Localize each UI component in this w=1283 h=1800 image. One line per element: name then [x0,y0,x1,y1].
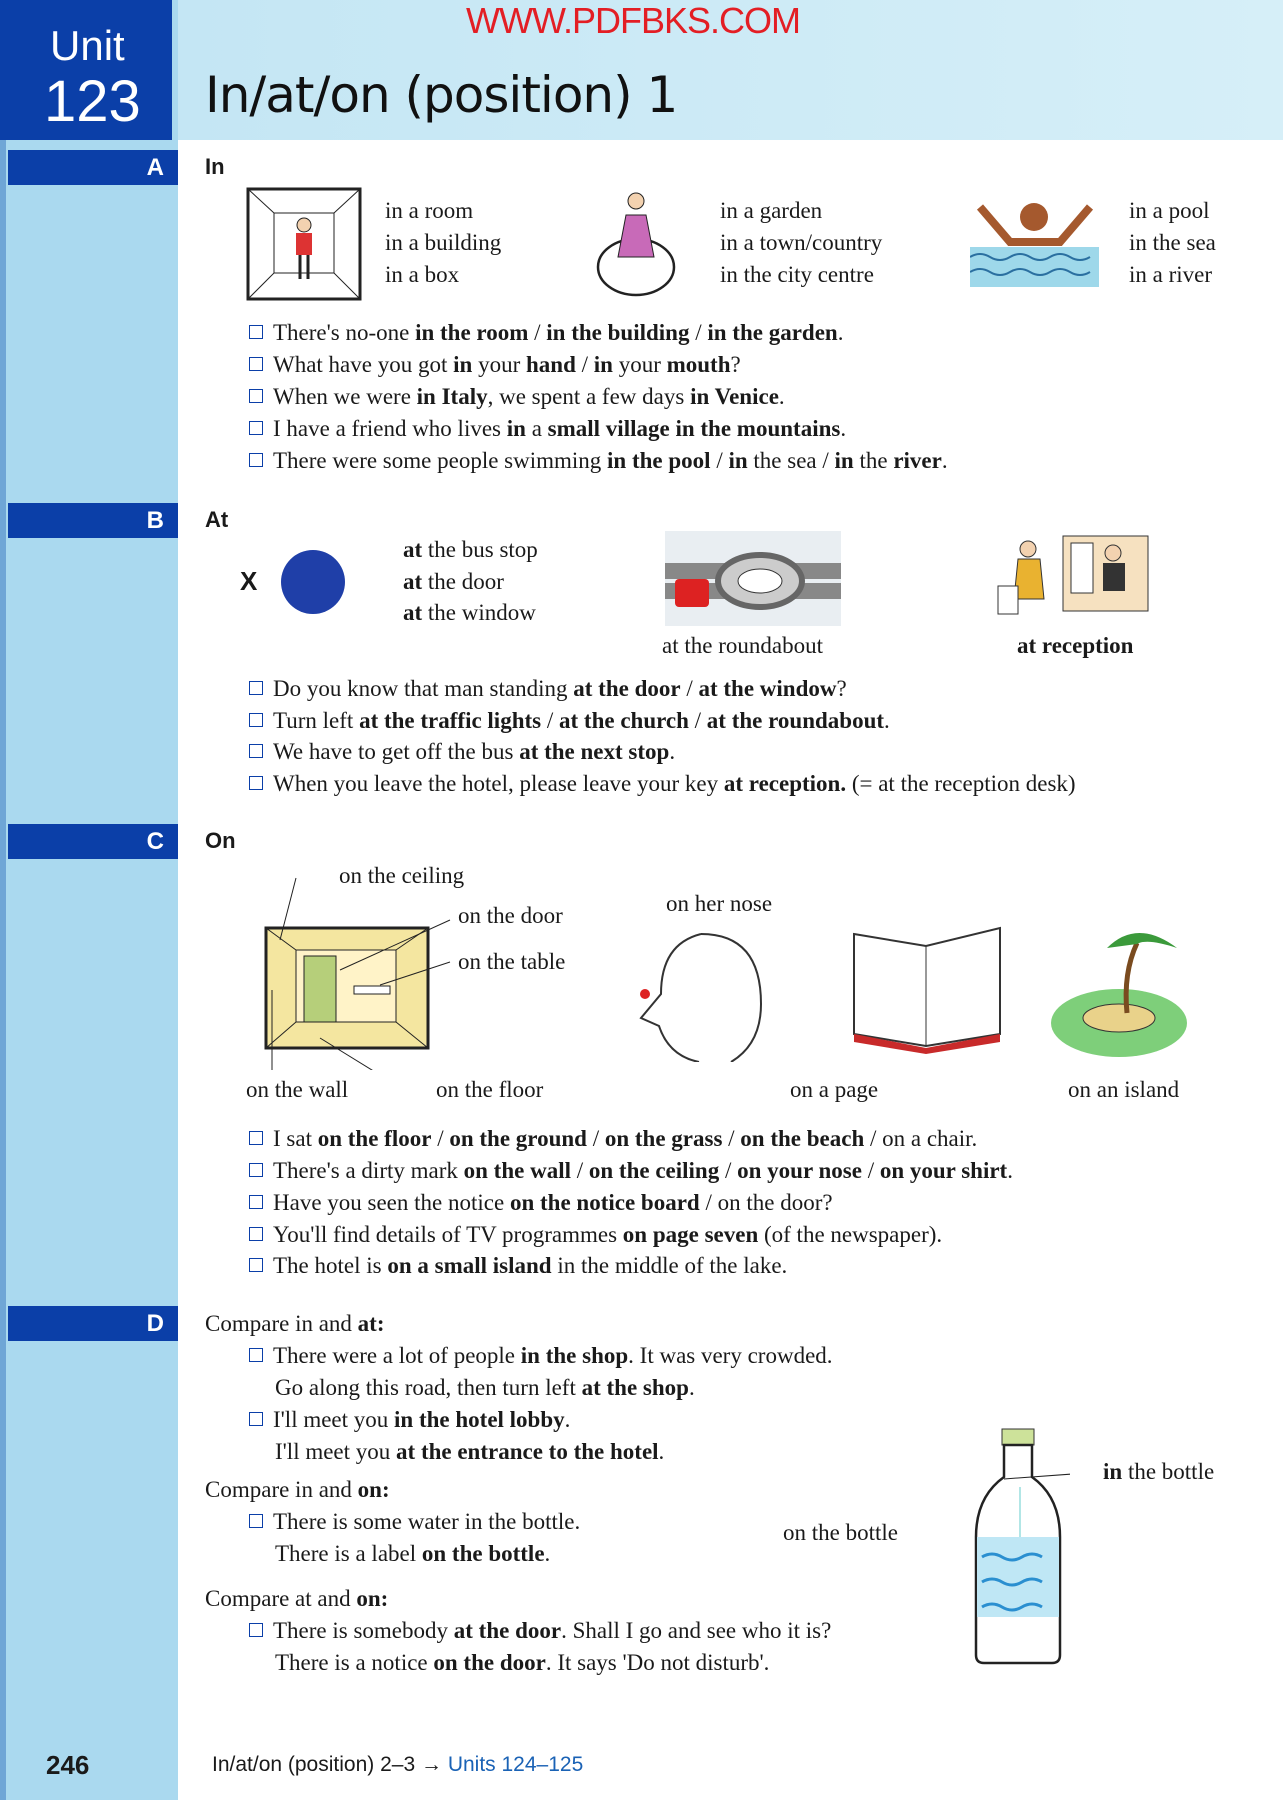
text-segment: on the ground [449,1126,587,1151]
label-on-the-bottle: on the bottle [783,1520,898,1545]
checkbox-bullet-icon [249,1258,263,1272]
example-sentence [249,738,675,766]
text-segment: in [728,448,748,473]
example-sentence [249,383,785,411]
example-phrase: in a town/country [720,230,883,255]
example-sentence [249,1342,833,1370]
text-segment: There is a label [275,1541,422,1566]
checkbox-bullet-icon [249,1348,263,1362]
preposition: at [403,569,423,594]
checkbox-bullet-icon [249,357,263,371]
text-segment: in the shop [520,1343,629,1368]
section-a-heading: In [205,154,225,179]
example-sentence [249,1508,580,1536]
text-segment: at the door [453,1618,562,1643]
example-sentence [249,415,846,443]
checkbox-bullet-icon [249,1514,263,1528]
text-segment: There's no-one [273,320,416,345]
example-sentence [249,447,948,475]
text-segment: at the church [559,708,689,733]
checkbox-bullet-icon [249,1623,263,1637]
example-sentence [275,1649,769,1677]
unit-number: 123 [44,69,141,134]
section-a-marker: A [8,150,178,185]
example-sentence [249,1617,831,1645]
watermark: WWW.PDFBKS.COM [466,0,800,41]
label-on-nose: on her nose [666,891,773,916]
text-segment: at the entrance to the hotel [396,1439,659,1464]
unit-label: Unit [50,22,125,69]
text-segment: Go along this road, then turn left [275,1375,582,1400]
text-segment: at the window [698,676,837,701]
text-segment: in Venice [690,384,779,409]
checkbox-bullet-icon [249,389,263,403]
text-segment: river [893,448,942,473]
text-segment: What have you got [273,352,454,377]
text-segment: Do you know that man standing [273,676,574,701]
room-illustration [246,187,362,301]
text-segment: I sat [273,1126,318,1151]
text-segment: on the floor [317,1126,432,1151]
checkbox-bullet-icon [249,1131,263,1145]
text-segment: your [612,352,667,377]
text-segment: Compare in and [205,1477,358,1502]
garden-illustration [596,187,677,297]
compare-heading [205,1585,388,1613]
island-illustration [1047,918,1192,1062]
text-segment: / [719,1158,738,1183]
text-segment: / [528,320,547,345]
text-segment: ? [836,676,847,701]
text-segment: I'll meet you [273,1407,395,1432]
label-on-island: on an island [1068,1077,1180,1102]
example-sentence [249,675,847,703]
example-phrase: in the sea [1129,230,1216,255]
text-segment: at: [357,1311,385,1336]
text-segment: at the next stop [519,739,670,764]
example-phrase: in a room [385,198,474,223]
text-segment: in [453,352,473,377]
text-segment: Have you seen the notice [273,1190,510,1215]
text-segment: / on a chair. [864,1126,978,1151]
example-sentence [249,1252,787,1280]
compare-heading [205,1310,385,1338]
text-segment: your [472,352,526,377]
checkbox-bullet-icon [249,744,263,758]
label-bottle-text: the bottle [1122,1459,1215,1484]
preposition: at [403,537,423,562]
text-segment: Compare [205,1311,296,1336]
example-phrase: in a building [385,230,502,255]
example-phrase: in a garden [720,198,823,223]
text-segment: on the beach [740,1126,865,1151]
checkbox-bullet-icon [249,776,263,790]
text-segment: . [688,1375,695,1400]
text-segment: on your shirt [879,1158,1008,1183]
text-segment: on the door [433,1650,546,1675]
example-sentence [249,1125,977,1153]
compare-heading [205,1476,390,1504]
text-segment: . Shall I go and see who it is? [561,1618,832,1643]
example-phrase: in a pool [1129,198,1210,223]
text-segment: There is a notice [275,1650,434,1675]
x-mark: X [240,566,258,596]
text-segment: in the middle of the lake. [551,1253,788,1278]
text-segment: at the traffic lights [359,708,542,733]
text-segment: on the notice board [509,1190,700,1215]
text-segment: Compare at and [205,1586,357,1611]
text-segment: in [506,416,526,441]
text-segment: / [861,1158,880,1183]
checkbox-bullet-icon [249,1195,263,1209]
text-segment: on your nose [737,1158,862,1183]
reception-illustration [993,531,1151,626]
text-segment: on: [356,1586,389,1611]
text-segment: at the shop [581,1375,689,1400]
example-sentence [249,351,741,379]
text-segment: in the room [415,320,529,345]
text-segment: / [586,1126,605,1151]
text-segment: at reception. [723,771,847,796]
text-segment: . [884,708,890,733]
footer-cross-reference [212,1753,583,1777]
text-segment: When we were [273,384,417,409]
text-segment: on: [357,1477,390,1502]
label-on-table: on the table [458,949,566,974]
book-illustration [850,924,1004,1056]
caption-reception [1017,633,1133,659]
example-sentence [275,1540,550,1568]
text-segment: mouth [666,352,731,377]
text-segment: I'll meet you [275,1439,397,1464]
text-segment: There were a lot of people [273,1343,521,1368]
example-sentence [249,1221,942,1249]
checkbox-bullet-icon [249,713,263,727]
page-number: 246 [46,1750,90,1780]
example-sentence [249,319,843,347]
text-segment: We have to get off the bus [273,739,520,764]
text-segment: . [544,1541,551,1566]
example-phrase: in a box [385,262,460,287]
text-segment: in Italy [416,384,488,409]
text-segment: / [575,352,594,377]
text-segment: / [680,676,699,701]
text-segment: , we spent a few days [487,384,691,409]
face-illustration [631,924,769,1062]
example-phrase: in the city centre [720,262,874,287]
text-segment: in [295,1311,313,1336]
text-segment: on the ceiling [588,1158,720,1183]
text-segment: the [853,448,894,473]
example-sentence [249,707,890,735]
section-b-marker: B [8,503,178,538]
text-segment: in the pool [607,448,711,473]
text-segment: at the roundabout [706,708,885,733]
text-segment: on the grass [604,1126,723,1151]
text-segment: There were some people swimming [273,448,608,473]
label-on-floor: on the floor [436,1077,544,1102]
point-circle-illustration [279,548,347,616]
checkbox-bullet-icon [249,1227,263,1241]
text-segment: on the wall [463,1158,571,1183]
label-on-page: on a page [790,1077,879,1102]
at-phrase: at the bus stop [403,537,538,562]
label-on-wall: on the wall [246,1077,349,1102]
checkbox-bullet-icon [249,681,263,695]
label-on-ceiling: on the ceiling [339,863,465,888]
section-d-marker: D [8,1306,178,1341]
section-c-heading: On [205,828,236,853]
text-segment: / on the door? [699,1190,833,1215]
text-segment: . [840,416,847,441]
checkbox-bullet-icon [249,421,263,435]
bottle-illustration [970,1427,1070,1667]
example-sentence [275,1438,664,1466]
section-c-marker: C [8,824,178,859]
text-segment: . [778,384,785,409]
preposition: at [403,600,423,625]
section-b-heading: At [205,507,229,532]
text-segment: There's a dirty mark [273,1158,464,1183]
text-segment: Turn left [273,708,360,733]
text-segment: / [541,708,559,733]
text-segment: . [658,1439,665,1464]
text-segment: in [834,448,854,473]
text-segment: . [941,448,948,473]
text-segment: There is somebody [273,1618,454,1643]
checkbox-bullet-icon [249,325,263,339]
text-segment: I have a friend who lives [273,416,507,441]
text-segment: on page seven [622,1222,759,1247]
text-segment: / [688,708,707,733]
text-segment: the sea / [747,448,835,473]
text-segment: . [669,739,676,764]
text-segment: small village [547,416,670,441]
text-segment: . [1007,1158,1013,1183]
example-sentence [249,770,1076,798]
label-on-door: on the door [458,903,563,928]
page-title: In/at/on (position) 1 [205,66,678,124]
at-phrase: at the window [403,600,536,625]
caption-roundabout: at the roundabout [662,633,823,658]
text-segment: . It was very crowded. [628,1343,833,1368]
text-segment: / [431,1126,450,1151]
text-segment: on the bottle [421,1541,545,1566]
text-segment: in the mountains [675,416,841,441]
example-sentence [249,1189,833,1217]
text-segment: . [564,1407,571,1432]
text-segment: a [525,416,548,441]
example-sentence [249,1406,570,1434]
text-segment: (of the newspaper). [758,1222,943,1247]
text-segment: There is some water in the bottle. [273,1509,581,1534]
text-segment: in the building [546,320,690,345]
unit-badge [0,0,172,140]
text-segment: in the garden [707,320,838,345]
text-segment: When you leave the hotel, please leave your key [273,771,724,796]
example-sentence [275,1374,695,1402]
label-in-bold: in [1103,1459,1123,1484]
text-segment: / [689,320,708,345]
roundabout-illustration [665,531,841,626]
left-margin-column [0,0,178,1800]
text-segment: / [722,1126,741,1151]
units-link[interactable]: Units 124–125 [447,1753,584,1776]
text-segment: on a small island [387,1253,552,1278]
text-segment: . [837,320,844,345]
caption-reception-text: at reception [1017,633,1134,658]
text-segment: in the hotel lobby [394,1407,565,1432]
text-segment: (= at the reception desk) [846,771,1076,796]
text-segment: and [312,1311,358,1336]
text-segment: ? [730,352,741,377]
checkbox-bullet-icon [249,453,263,467]
text-segment: hand [525,352,576,377]
text-segment: The hotel is [273,1253,388,1278]
text-segment: at the door [573,676,681,701]
text-segment: . It says 'Do not disturb'. [545,1650,770,1675]
text-segment: in [593,352,613,377]
pool-illustration [970,187,1099,302]
example-sentence [249,1157,1013,1185]
text-segment: / [570,1158,589,1183]
checkbox-bullet-icon [249,1163,263,1177]
footer-text: In/at/on (position) 2–3 → [212,1753,448,1776]
text-segment: You'll find details of TV programmes [273,1222,623,1247]
label-in-the-bottle [1103,1459,1214,1485]
at-phrase: at the door [403,569,504,594]
text-segment: / [710,448,729,473]
checkbox-bullet-icon [249,1412,263,1426]
example-phrase: in a river [1129,262,1213,287]
